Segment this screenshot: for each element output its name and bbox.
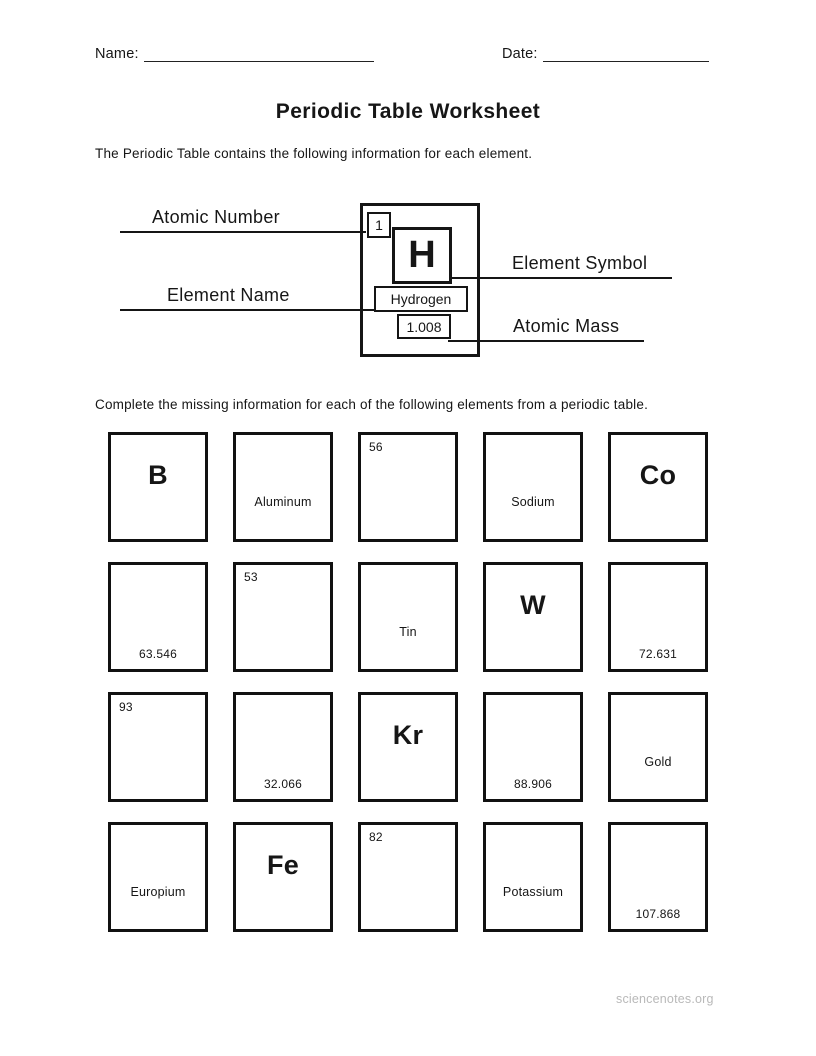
element-name-label: Element Name — [120, 285, 374, 311]
element-name-value: Gold — [644, 755, 672, 769]
date-blank-line — [543, 44, 709, 62]
name-field — [95, 44, 374, 62]
example-atomic-number: 1 — [367, 212, 391, 238]
example-atomic-mass: 1.008 — [397, 314, 451, 339]
element-name-value: Tin — [399, 625, 417, 639]
element-cell — [233, 562, 333, 672]
element-cell — [233, 692, 333, 802]
element-name-value: Sodium — [511, 495, 555, 509]
atomic-number-value: 82 — [369, 830, 383, 844]
intro-text: The Periodic Table contains the following information for each element. — [95, 146, 533, 161]
name-blank-line — [144, 44, 374, 62]
element-cell — [358, 692, 458, 802]
atomic-mass-value: 107.868 — [635, 907, 681, 921]
element-cell — [108, 562, 208, 672]
element-cell — [233, 432, 333, 542]
source-credit: sciencenotes.org — [616, 992, 714, 1006]
element-name-value: Potassium — [502, 885, 564, 899]
example-element-name: Hydrogen — [374, 286, 468, 312]
element-symbol-value: B — [148, 460, 168, 490]
example-element-symbol: H — [392, 227, 452, 284]
atomic-mass-value: 63.546 — [139, 647, 177, 661]
element-cell — [108, 692, 208, 802]
example-diagram — [0, 200, 816, 365]
element-cell — [608, 822, 708, 932]
date-label: Date: — [502, 46, 538, 62]
atomic-mass-value: 72.631 — [639, 647, 677, 661]
element-symbol-label: Element Symbol — [452, 253, 672, 279]
element-cell — [358, 822, 458, 932]
element-cell — [608, 692, 708, 802]
element-symbol-value: Co — [639, 460, 677, 490]
atomic-number-label: Atomic Number — [120, 207, 366, 233]
element-cell — [483, 562, 583, 672]
element-cell — [483, 692, 583, 802]
element-symbol-value: Fe — [267, 850, 299, 880]
element-cell — [358, 432, 458, 542]
element-cell — [608, 562, 708, 672]
element-cell — [483, 822, 583, 932]
page-title: Periodic Table Worksheet — [275, 100, 541, 123]
atomic-mass-value: 88.906 — [514, 777, 552, 791]
instructions-text: Complete the missing information for each of the following elements from a periodic table. — [95, 397, 649, 412]
element-grid — [108, 432, 708, 932]
element-symbol-value: Kr — [392, 720, 424, 750]
element-cell — [108, 432, 208, 542]
element-cell — [233, 822, 333, 932]
atomic-number-value: 53 — [244, 570, 258, 584]
element-name-value: Europium — [130, 885, 186, 899]
element-cell — [108, 822, 208, 932]
name-label: Name: — [95, 46, 139, 62]
date-field — [502, 44, 709, 62]
element-cell — [358, 562, 458, 672]
element-cell — [608, 432, 708, 542]
atomic-mass-value: 32.066 — [264, 777, 302, 791]
atomic-number-value: 56 — [369, 440, 383, 454]
atomic-mass-label: Atomic Mass — [448, 316, 644, 342]
atomic-number-value: 93 — [119, 700, 133, 714]
element-name-value: Aluminum — [254, 495, 312, 509]
element-symbol-value: W — [520, 590, 546, 620]
element-cell — [483, 432, 583, 542]
